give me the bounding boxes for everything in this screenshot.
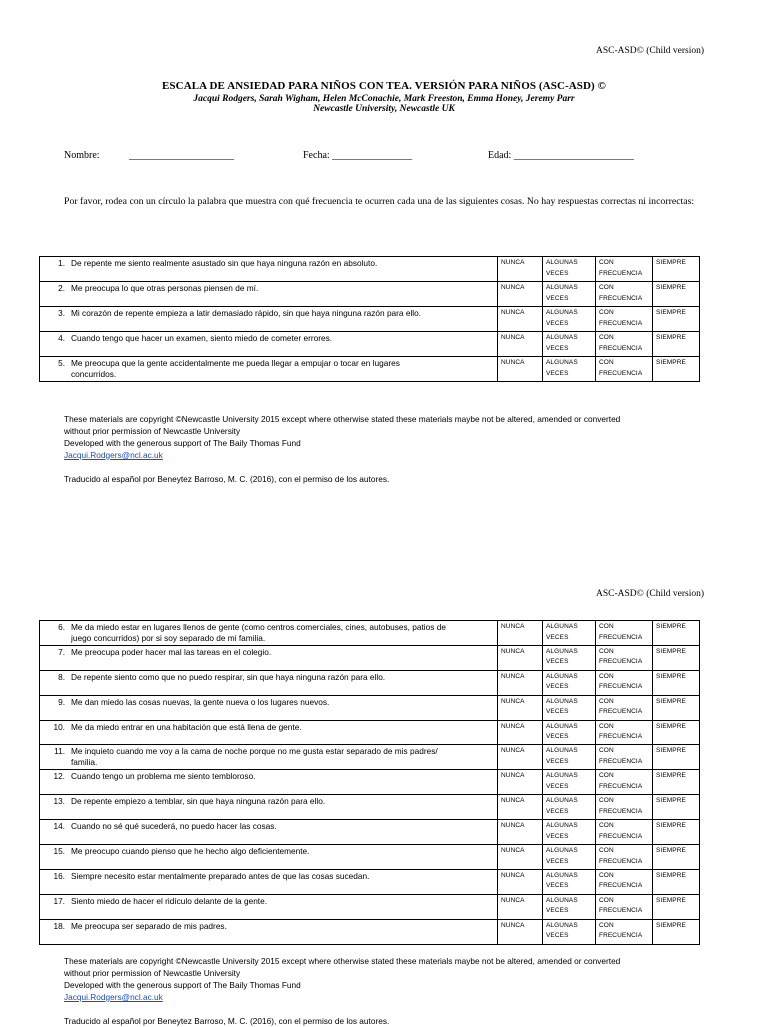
question-text: Cuando no sé qué sucederá, no puedo hacer las cosas. (71, 821, 277, 832)
question-cell (40, 621, 498, 646)
option-sometimes[interactable]: ALGUNAS VECES (543, 307, 596, 332)
option-often[interactable]: CON FRECUENCIA (596, 645, 653, 670)
question-row (40, 645, 700, 670)
support-text: Developed with the generous support of The Baily Thomas Fund (64, 438, 301, 448)
option-always[interactable]: SIEMPRE (653, 332, 700, 357)
option-sometimes[interactable]: ALGUNAS VECES (543, 869, 596, 894)
option-sometimes[interactable]: ALGUNAS VECES (543, 357, 596, 382)
option-always[interactable]: SIEMPRE (653, 670, 700, 695)
option-always[interactable]: SIEMPRE (653, 695, 700, 720)
footer-page2 (64, 955, 714, 1027)
footer-page1 (64, 413, 714, 485)
question-row (40, 332, 700, 357)
question-number: 14. (53, 821, 65, 832)
option-never[interactable]: NUNCA (498, 307, 543, 332)
option-always[interactable]: SIEMPRE (653, 770, 700, 795)
question-text: Cuando tengo que hacer un examen, siento miedo de cometer errores. (71, 333, 333, 343)
option-sometimes[interactable]: ALGUNAS VECES (543, 919, 596, 944)
copyright-text: These materials are copyright ©Newcastle University 2015 except where otherwise stated these materials maybe not be altered, amended or converted (64, 414, 621, 424)
question-row (40, 845, 700, 870)
option-never[interactable]: NUNCA (498, 845, 543, 870)
option-always[interactable]: SIEMPRE (653, 919, 700, 944)
question-number: 13. (53, 796, 65, 807)
authors-line: Jacqui Rodgers, Sarah Wigham, Helen McConachie, Mark Freeston, Emma Honey, Jeremy Parr (193, 94, 575, 104)
question-cell (40, 894, 498, 919)
question-cell (40, 795, 498, 820)
option-never[interactable]: NUNCA (498, 695, 543, 720)
question-number: 8. (58, 671, 65, 682)
question-number: 18. (53, 920, 65, 931)
option-always[interactable]: SIEMPRE (653, 820, 700, 845)
question-cell (40, 357, 498, 382)
question-text: Cuando tengo un problema me siento tembloroso. (71, 771, 256, 782)
document-title: ESCALA DE ANSIEDAD PARA NIÑOS CON TEA. VERSIÓN PARA NIÑOS (ASC-ASD) © (162, 80, 606, 92)
version-label-page2: ASC-ASD© (Child version) (595, 589, 704, 599)
option-never[interactable]: NUNCA (498, 795, 543, 820)
option-sometimes[interactable]: ALGUNAS VECES (543, 894, 596, 919)
option-often[interactable]: CON FRECUENCIA (596, 770, 653, 795)
question-cell (40, 770, 498, 795)
option-never[interactable]: NUNCA (498, 919, 543, 944)
question-cell (40, 645, 498, 670)
translation-text: Traducido al español por Beneytez Barroso, M. C. (2016), con el permiso de los autores. (64, 474, 390, 484)
question-row (40, 670, 700, 695)
option-often[interactable]: CON FRECUENCIA (596, 894, 653, 919)
option-sometimes[interactable]: ALGUNAS VECES (543, 845, 596, 870)
question-row (40, 257, 700, 282)
question-number: 15. (53, 846, 65, 857)
option-never[interactable]: NUNCA (498, 621, 543, 646)
option-never[interactable]: NUNCA (498, 720, 543, 745)
question-number: 4. (58, 333, 65, 343)
question-number: 10. (53, 721, 65, 732)
question-row (40, 795, 700, 820)
option-often[interactable]: CON FRECUENCIA (596, 845, 653, 870)
option-sometimes[interactable]: ALGUNAS VECES (543, 720, 596, 745)
question-number: 9. (58, 696, 65, 707)
option-always[interactable]: SIEMPRE (653, 845, 700, 870)
option-never[interactable]: NUNCA (498, 869, 543, 894)
question-cell (40, 869, 498, 894)
question-text: De repente siento como que no puedo respirar, sin que haya ninguna razón para ello. (71, 671, 386, 682)
option-always[interactable]: SIEMPRE (653, 869, 700, 894)
option-often[interactable]: CON FRECUENCIA (596, 820, 653, 845)
option-often[interactable]: CON FRECUENCIA (596, 869, 653, 894)
copyright-text-cont: without prior permission of Newcastle University (64, 968, 241, 978)
date-field[interactable]: Fecha: ________________ (303, 150, 413, 161)
question-text: Me preocupa poder hacer mal las tareas en el colegio. (71, 646, 272, 657)
question-text: Siempre necesito estar mentalmente preparado antes de que las cosas sucedan. (71, 870, 370, 881)
question-text: Me inquieto cuando me voy a la cama de noche porque no me gusta estar separado de mis padres/ (71, 746, 438, 757)
question-row (40, 720, 700, 745)
option-often[interactable]: CON FRECUENCIA (596, 621, 653, 646)
email-link[interactable]: Jacqui.Rodgers@ncl.ac.uk (64, 450, 163, 460)
questions-table-page2 (39, 620, 700, 945)
option-always[interactable]: SIEMPRE (653, 795, 700, 820)
option-never[interactable]: NUNCA (498, 357, 543, 382)
option-often[interactable]: CON FRECUENCIA (596, 919, 653, 944)
option-often[interactable]: CON FRECUENCIA (596, 795, 653, 820)
question-number: 6. (58, 622, 65, 632)
option-sometimes[interactable]: ALGUNAS VECES (543, 770, 596, 795)
option-sometimes[interactable]: ALGUNAS VECES (543, 670, 596, 695)
option-sometimes[interactable]: ALGUNAS VECES (543, 282, 596, 307)
question-row (40, 820, 700, 845)
question-text-cont: familia. (71, 756, 98, 767)
copyright-text-cont: without prior permission of Newcastle University (64, 426, 241, 436)
question-text-cont: concurridos. (71, 368, 117, 379)
option-sometimes[interactable]: ALGUNAS VECES (543, 820, 596, 845)
option-often[interactable]: CON FRECUENCIA (596, 720, 653, 745)
option-always[interactable]: SIEMPRE (653, 745, 700, 770)
question-cell (40, 282, 498, 307)
option-often[interactable]: CON FRECUENCIA (596, 745, 653, 770)
question-row (40, 869, 700, 894)
option-sometimes[interactable]: ALGUNAS VECES (543, 745, 596, 770)
support-text: Developed with the generous support of The Baily Thomas Fund (64, 980, 301, 990)
email-link[interactable]: Jacqui.Rodgers@ncl.ac.uk (64, 992, 163, 1002)
option-never[interactable]: NUNCA (498, 820, 543, 845)
option-never[interactable]: NUNCA (498, 670, 543, 695)
option-always[interactable]: SIEMPRE (653, 720, 700, 745)
question-text: Me da miedo estar en lugares llenos de gente (como centros comerciales, cines, autobuses, patios de (71, 622, 446, 632)
question-cell (40, 670, 498, 695)
question-row (40, 894, 700, 919)
question-number: 5. (58, 358, 65, 368)
question-row (40, 282, 700, 307)
name-field[interactable]: _____________________ (129, 150, 234, 161)
question-row (40, 745, 700, 770)
question-text-cont: juego concurridos) por si soy separado de mi familia. (71, 632, 266, 643)
option-never[interactable]: NUNCA (498, 282, 543, 307)
question-row (40, 621, 700, 646)
question-text: Me dan miedo las cosas nuevas, la gente nueva o los lugares nuevos. (71, 696, 330, 707)
option-never[interactable]: NUNCA (498, 745, 543, 770)
question-text: Mi corazón de repente empieza a latir demasiado rápido, sin que haya ninguna razón para ello. (71, 308, 422, 318)
question-row (40, 770, 700, 795)
question-cell (40, 845, 498, 870)
option-always[interactable]: SIEMPRE (653, 894, 700, 919)
affiliation-line: Newcastle University, Newcastle UK (313, 104, 455, 114)
option-sometimes[interactable]: ALGUNAS VECES (543, 621, 596, 646)
option-always[interactable]: SIEMPRE (653, 621, 700, 646)
option-always[interactable]: SIEMPRE (653, 257, 700, 282)
version-label: ASC-ASD© (Child version) (595, 46, 704, 56)
question-number: 12. (53, 771, 65, 782)
question-cell (40, 695, 498, 720)
question-row (40, 695, 700, 720)
option-often[interactable]: CON FRECUENCIA (596, 282, 653, 307)
question-number: 17. (53, 895, 65, 906)
option-often[interactable]: CON FRECUENCIA (596, 257, 653, 282)
question-text: Me da miedo entrar en una habitación que está llena de gente. (71, 721, 302, 732)
option-never[interactable]: NUNCA (498, 257, 543, 282)
questions-table-page1 (39, 256, 700, 382)
question-cell (40, 720, 498, 745)
age-field[interactable]: Edad: ________________________ (488, 150, 634, 161)
option-never[interactable]: NUNCA (498, 770, 543, 795)
question-cell (40, 745, 498, 770)
question-text: Me preocupo cuando pienso que he hecho algo deficientemente. (71, 846, 310, 857)
option-sometimes[interactable]: ALGUNAS VECES (543, 257, 596, 282)
question-row (40, 307, 700, 332)
question-cell (40, 820, 498, 845)
question-cell (40, 332, 498, 357)
option-never[interactable]: NUNCA (498, 894, 543, 919)
translation-text: Traducido al español por Beneytez Barroso, M. C. (2016), con el permiso de los autores. (64, 1016, 390, 1026)
question-row (40, 357, 700, 382)
option-always[interactable]: SIEMPRE (653, 282, 700, 307)
option-often[interactable]: CON FRECUENCIA (596, 332, 653, 357)
question-text: Me preocupa lo que otras personas piensen de mí. (71, 283, 259, 293)
question-text: Me preocupa ser separado de mis padres. (71, 920, 227, 931)
option-often[interactable]: CON FRECUENCIA (596, 307, 653, 332)
option-never[interactable]: NUNCA (498, 332, 543, 357)
option-sometimes[interactable]: ALGUNAS VECES (543, 795, 596, 820)
option-often[interactable]: CON FRECUENCIA (596, 670, 653, 695)
option-sometimes[interactable]: ALGUNAS VECES (543, 695, 596, 720)
question-cell (40, 307, 498, 332)
option-always[interactable]: SIEMPRE (653, 307, 700, 332)
question-text: De repente empiezo a temblar, sin que haya ninguna razón para ello. (71, 796, 326, 807)
option-always[interactable]: SIEMPRE (653, 357, 700, 382)
question-cell (40, 257, 498, 282)
question-text: De repente me siento realmente asustado sin que haya ninguna razón en absoluto. (71, 258, 378, 268)
question-number: 16. (53, 870, 65, 881)
option-often[interactable]: CON FRECUENCIA (596, 695, 653, 720)
instructions-text: Por favor, rodea con un círculo la palabra que muestra con qué frecuencia te ocurren cada una de las siguientes cosas. No hay respuestas correctas ni incorrectas: (64, 196, 695, 207)
question-text: Siento miedo de hacer el ridículo delante de la gente. (71, 895, 268, 906)
question-cell (40, 919, 498, 944)
option-often[interactable]: CON FRECUENCIA (596, 357, 653, 382)
question-number: 1. (58, 258, 65, 268)
name-label: Nombre: (64, 150, 100, 161)
question-row (40, 919, 700, 944)
question-number: 2. (58, 283, 65, 293)
option-always[interactable]: SIEMPRE (653, 645, 700, 670)
question-text: Me preocupa que la gente accidentalmente me pueda llegar a empujar o tocar en lugares (71, 358, 400, 368)
question-number: 3. (58, 308, 65, 318)
option-sometimes[interactable]: ALGUNAS VECES (543, 645, 596, 670)
question-number: 7. (58, 646, 65, 657)
option-never[interactable]: NUNCA (498, 645, 543, 670)
question-number: 11. (54, 746, 65, 757)
option-sometimes[interactable]: ALGUNAS VECES (543, 332, 596, 357)
copyright-text: These materials are copyright ©Newcastle University 2015 except where otherwise stated these materials maybe not be altered, amended or converted (64, 956, 621, 966)
